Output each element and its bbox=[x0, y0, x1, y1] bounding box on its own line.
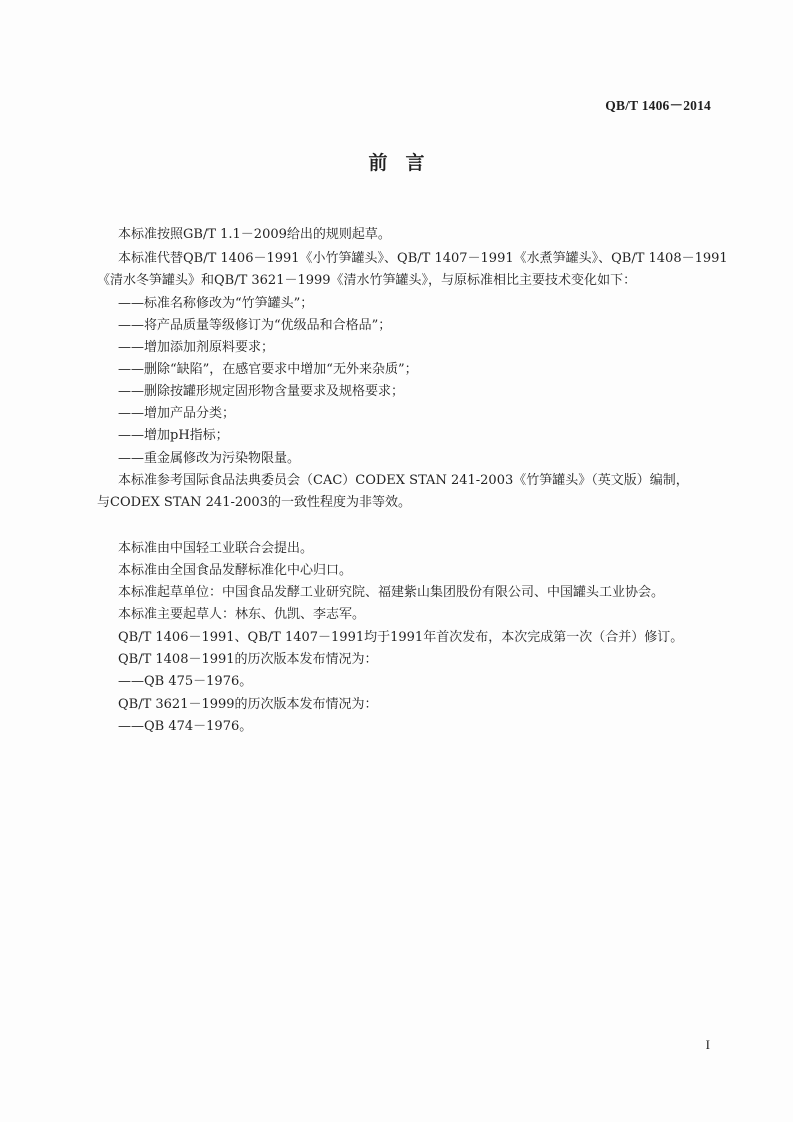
body-line: 本标准起草单位：中国食品发酵工业研究院、福建紫山集团股份有限公司、中国罐头工业协会。 bbox=[118, 585, 665, 600]
body-line: QB/T 1406－1991、QB/T 1407－1991均于1991年首次发布，本次完成第一次（合并）修订。 bbox=[118, 630, 684, 645]
body-line: ——重金属修改为污染物限量。 bbox=[118, 451, 301, 466]
body-line: 与CODEX STAN 241-2003的一致性程度为非等效。 bbox=[97, 495, 411, 510]
body-line: ——删除按罐形规定固形物含量要求及规格要求； bbox=[118, 384, 405, 399]
body-line: 本标准由中国轻工业联合会提出。 bbox=[118, 541, 314, 556]
standard-code: QB/T 1406－2014 bbox=[605, 98, 711, 113]
body-line: 本标准参考国际食品法典委员会（CAC）CODEX STAN 241-2003《竹笋罐头》（英文版）编制， bbox=[118, 473, 689, 488]
body-line: 《清水冬笋罐头》和QB/T 3621－1999《清水竹笋罐头》，与原标准相比主要技术变化如下： bbox=[97, 273, 637, 288]
body-line: ——标准名称修改为“竹笋罐头”； bbox=[118, 296, 314, 311]
body-line: 本标准代替QB/T 1406－1991《小竹笋罐头》、QB/T 1407－1991《水煮笋罐头》、QB/T 1408－1991 bbox=[118, 251, 728, 266]
body-line: ——删除“缺陷”，在感官要求中增加“无外来杂质”； bbox=[118, 362, 418, 377]
body-line: 本标准由全国食品发酵标准化中心归口。 bbox=[118, 563, 353, 578]
body-line: ——QB 475－1976。 bbox=[118, 674, 253, 689]
body-line: ——QB 474－1976。 bbox=[118, 719, 253, 734]
body-line: ——增加pH指标； bbox=[118, 428, 229, 443]
body-line: ——增加产品分类； bbox=[118, 406, 236, 421]
body-line: ——将产品质量等级修订为“优级品和合格品”； bbox=[118, 318, 392, 333]
body-line: 本标准按照GB/T 1.1－2009给出的规则起草。 bbox=[118, 227, 391, 242]
body-line: QB/T 3621－1999的历次版本发布情况为： bbox=[118, 697, 378, 712]
page-title: 前言 bbox=[368, 152, 443, 174]
body-line: QB/T 1408－1991的历次版本发布情况为： bbox=[118, 652, 378, 667]
body-line: 本标准主要起草人：林东、仇凯、李志军。 bbox=[118, 607, 366, 622]
page-number: I bbox=[705, 1037, 710, 1052]
body-line: ——增加添加剂原料要求； bbox=[118, 340, 275, 355]
